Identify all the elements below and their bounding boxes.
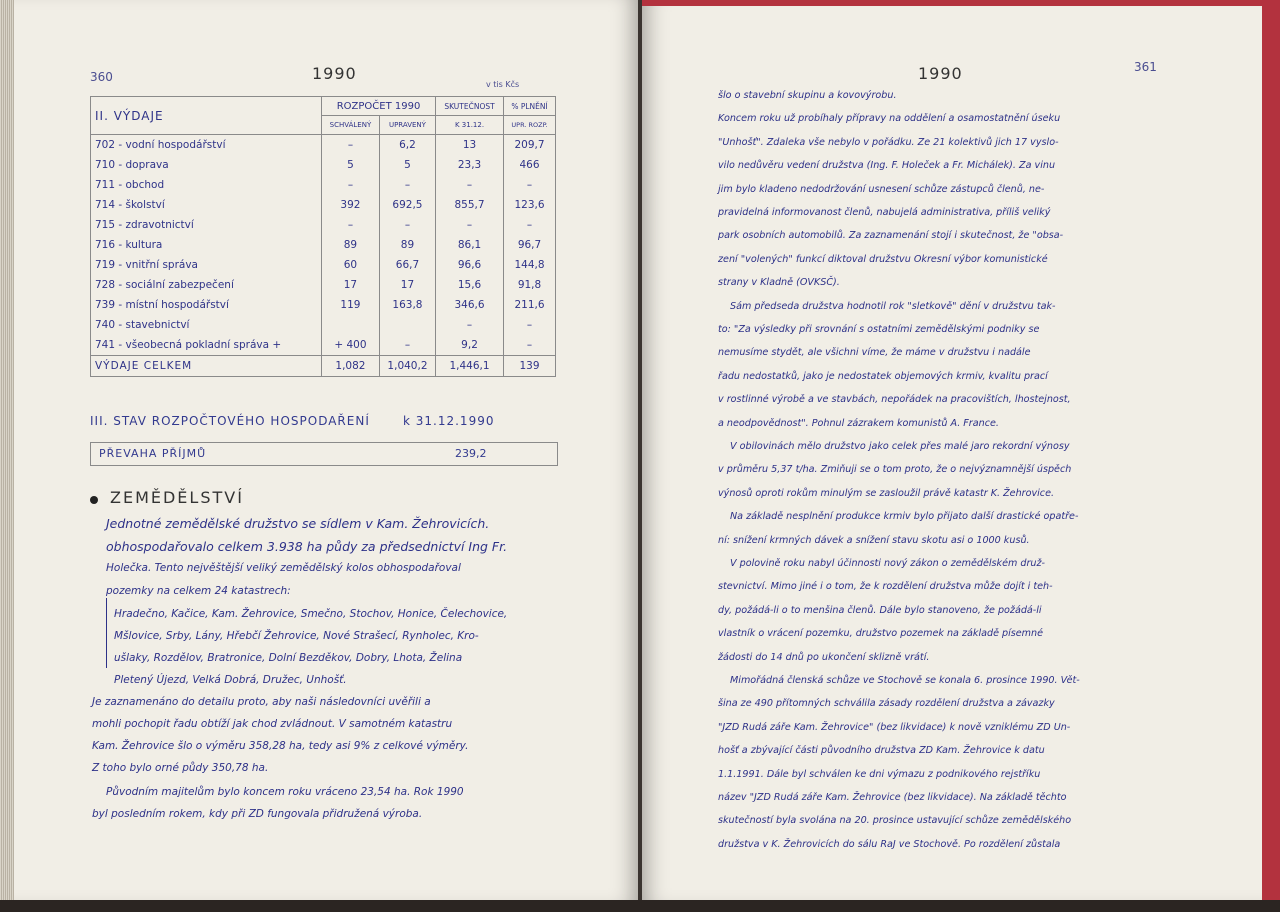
table-row (91, 275, 556, 295)
row-label: 740 - stavebnictví (91, 315, 322, 335)
cell-approved: 392 (322, 195, 380, 215)
header-adjusted: UPRAVENÝ (379, 116, 435, 135)
header-budget: ROZPOČET 1990 (322, 97, 436, 116)
cell-pct: – (504, 315, 556, 335)
text-line: V polovině roku nabyl účinnosti nový zákon o zemědělském druž- (730, 558, 1046, 569)
cell-actual: 96,6 (436, 255, 504, 275)
row-label: 719 - vnitřní správa (91, 255, 322, 275)
text-line: Kam. Žehrovice šlo o výměru 358,28 ha, tedy asi 9% z celkové výměry. (92, 740, 469, 752)
cell-adjusted: – (379, 175, 435, 195)
text-line: řadu nedostatků, jako je nedostatek objemových krmiv, kvalitu prací (718, 370, 1048, 382)
row-label: 710 - doprava (91, 155, 322, 175)
cell-approved (322, 315, 380, 335)
cell-adjusted: 6,2 (379, 135, 435, 156)
cell-approved: – (322, 135, 380, 156)
cell-approved: + 400 (322, 335, 380, 356)
cell-pct: 123,6 (504, 195, 556, 215)
cell-actual: – (436, 175, 504, 195)
cell-actual: 13 (436, 135, 504, 156)
cell-adjusted: – (379, 215, 435, 235)
text-line: v průměru 5,37 t/ha. Zmiňuji se o tom proto, že o nejvýznamnější úspěch (718, 464, 1072, 476)
cell-actual: 15,6 (436, 275, 504, 295)
text-line: stevnictví. Mimo jiné i o tom, že k rozdělení družstva může dojít i teh- (718, 581, 1053, 593)
cell-approved: 17 (322, 275, 380, 295)
table-row (91, 335, 556, 356)
section-title: II. VÝDAJE (91, 97, 322, 135)
cell-pct: 211,6 (504, 295, 556, 315)
text-line: žádosti do 14 dnů po ukončení sklizně vrátí. (718, 651, 930, 663)
cell-adjusted: 692,5 (379, 195, 435, 215)
header-actual: SKUTEČNOST (436, 97, 504, 116)
text-line: a neodpovědnost". Pohnul zázrakem komunistů A. France. (718, 417, 999, 429)
table-row (91, 175, 556, 195)
page-number: 360 (90, 70, 113, 84)
table-row (91, 135, 556, 156)
cell-pct: – (504, 215, 556, 235)
text-line: Mšlovice, Srby, Lány, Hřebčí Žehrovice, Nové Strašecí, Rynholec, Kro- (114, 630, 479, 642)
table-row (91, 295, 556, 315)
text-line: výnosů oproti rokům minulým se zasloužil právě katastr K. Žehrovice. (718, 487, 1055, 499)
text-line: to: "Za výsledky při srovnání s ostatními zemědělskými podniky se (718, 324, 1040, 335)
text-line: název "JZD Rudá záře Kam. Žehrovice (bez likvidace). Na základě těchto (718, 792, 1067, 803)
text-line: "Unhošť". Zdaleka vše nebylo v pořádku. Ze 21 kolektivů jich 17 vyslo- (718, 136, 1059, 148)
text-line: Koncem roku už probíhaly přípravy na oddělení a osamostatnění úseku (718, 113, 1061, 125)
text-line: šlo o stavební skupinu a kovovýrobu. (718, 90, 897, 101)
text-line: park osobních automobilů. Za zaznamenání stojí i skutečnost, že "obsa- (718, 230, 1064, 242)
text-line: vlastník o vrácení pozemku, družstvo pozemek na základě písemné (718, 628, 1044, 640)
cell-approved: – (322, 215, 380, 235)
text-line: Původním majitelům bylo koncem roku vráceno 23,54 ha. Rok 1990 (106, 786, 464, 798)
row-label: 702 - vodní hospodářství (91, 135, 322, 156)
right-page (642, 0, 1262, 900)
binding-top (642, 0, 1280, 6)
row-label: 716 - kultura (91, 235, 322, 255)
section3-title: III. STAV ROZPOČTOVÉHO HOSPODAŘENÍ (90, 414, 370, 428)
row-label: 739 - místní hospodářství (91, 295, 322, 315)
text-line: šina ze 490 přítomných schválila zásady rozdělení družstva a závazky (718, 698, 1055, 710)
text-line: obhospodařovalo celkem 3.938 ha půdy za předsednictví Ing Fr. (106, 539, 508, 554)
bottom-edge (0, 900, 1280, 912)
cell-approved: 119 (322, 295, 380, 315)
cell-adjusted: 66,7 (379, 255, 435, 275)
row-label: 741 - všeobecná pokladní správa + (91, 335, 322, 356)
cell-actual: 23,3 (436, 155, 504, 175)
cell-adjusted (379, 315, 435, 335)
text-line: v rostlinné výrobě a ve stavbách, nepořádek na pracovištích, lhostejnost, (718, 394, 1071, 406)
text-line: "JZD Rudá záře Kam. Žehrovice" (bez likvidace) k nově vzniklému ZD Un- (718, 721, 1071, 733)
text-line: Mimořádná členská schůze ve Stochově se konala 6. prosince 1990. Vět- (730, 675, 1080, 686)
cell-approved: 60 (322, 255, 380, 275)
cell-approved: 5 (322, 155, 380, 175)
table-row (91, 215, 556, 235)
cell-pct: – (504, 335, 556, 356)
cell-adjusted: 5 (379, 155, 435, 175)
cell-actual: – (436, 315, 504, 335)
text-line: mohli pochopit řadu obtíží jak chod zvládnout. V samotném katastru (92, 718, 453, 730)
list-bracket (106, 598, 107, 668)
text-line: družstva v K. Žehrovicích do sálu RaJ ve Stochově. Po rozdělení zůstala (718, 838, 1061, 850)
text-line: pravidelná informovanost členů, nabujelá administrativa, příliš veliký (718, 207, 1051, 218)
total-adjusted: 1,040,2 (379, 356, 435, 377)
surplus-box (90, 442, 558, 466)
book-binding (1262, 0, 1280, 912)
table-row (91, 155, 556, 175)
header-pct: % PLNĚNÍ (504, 97, 556, 116)
table-row (91, 235, 556, 255)
row-label: 714 - školství (91, 195, 322, 215)
page-year: 1990 (918, 64, 963, 83)
currency-note: v tis Kčs (486, 80, 520, 89)
table-row (91, 255, 556, 275)
text-line: ní: snížení krmných dávek a snížení stavu skotu asi o 1000 kusů. (718, 534, 1030, 546)
table-row (91, 195, 556, 215)
cell-pct: 144,8 (504, 255, 556, 275)
cell-pct: 96,7 (504, 235, 556, 255)
cell-approved: – (322, 175, 380, 195)
surplus-value: 239,2 (455, 447, 487, 460)
page-number: 361 (1134, 60, 1157, 74)
total-pct: 139 (504, 356, 556, 377)
text-line: nemusíme stydět, ale všichni víme, že máme v družstvu i nadále (718, 347, 1031, 359)
left-page (14, 0, 638, 900)
text-line: Pletený Újezd, Velká Dobrá, Družec, Unhošť. (114, 674, 347, 686)
text-line: ušlaky, Rozdělov, Bratronice, Dolní Bezděkov, Dobry, Lhota, Želina (114, 652, 463, 664)
text-line: Je zaznamenáno do detailu proto, aby naši následovníci uvěřili a (92, 696, 431, 708)
cell-actual: 9,2 (436, 335, 504, 356)
row-label: 711 - obchod (91, 175, 322, 195)
cell-pct: – (504, 175, 556, 195)
text-line: jim bylo kladeno nedodržování usnesení schůze zástupců členů, ne- (718, 183, 1045, 195)
page-year: 1990 (312, 64, 357, 83)
text-line: Sám předseda družstva hodnotil rok "sletkově" dění v družstvu tak- (730, 300, 1056, 312)
text-line: strany v Kladně (OVKSČ). (718, 277, 840, 289)
total-actual: 1,446,1 (436, 356, 504, 377)
cell-actual: 346,6 (436, 295, 504, 315)
cell-adjusted: 17 (379, 275, 435, 295)
bullet-icon (90, 496, 98, 504)
text-line: hošť a zbývající části původního družstva ZD Kam. Žehrovice k datu (718, 745, 1045, 757)
expenditure-table (90, 96, 556, 377)
cell-actual: – (436, 215, 504, 235)
text-line: skutečností byla svolána na 20. prosince ustavující schůze zemědělského (718, 815, 1072, 827)
table-row (91, 315, 556, 335)
page-edge-left (0, 0, 14, 912)
agriculture-title: ZEMĚDĚLSTVÍ (110, 488, 244, 507)
cell-adjusted: 89 (379, 235, 435, 255)
text-line: Hradečno, Kačice, Kam. Žehrovice, Smečno, Stochov, Honice, Čelechovice, (114, 608, 508, 620)
text-line: Jednotné zemědělské družstvo se sídlem v Kam. Žehrovicích. (106, 516, 490, 531)
text-line: zení "volených" funkcí diktoval družstvu Okresní výbor komunistické (718, 253, 1048, 265)
cell-pct: 466 (504, 155, 556, 175)
header-approved: SCHVÁLENÝ (322, 116, 380, 135)
text-line: vilo nedůvěru vedení družstva (Ing. F. Holeček a Fr. Michálek). Za vinu (718, 160, 1056, 172)
cell-adjusted: 163,8 (379, 295, 435, 315)
text-line: Na základě nesplnění produkce krmiv bylo přijato další drastické opatře- (730, 511, 1079, 523)
text-line: 1.1.1991. Dále byl schválen ke dni výmazu z podnikového rejstříku (718, 768, 1041, 780)
text-line: V obilovinách mělo družstvo jako celek přes malé jaro rekordní výnosy (730, 441, 1070, 452)
text-line: byl posledním rokem, kdy při ZD fungovala přidružená výroba. (92, 808, 423, 820)
header-ratio: UPR. ROZP. (504, 116, 556, 135)
text-line: pozemky na celkem 24 katastrech: (106, 585, 291, 597)
cell-approved: 89 (322, 235, 380, 255)
row-label: 715 - zdravotnictví (91, 215, 322, 235)
row-label: 728 - sociální zabezpečení (91, 275, 322, 295)
surplus-label: PŘEVAHA PŘÍJMŮ (99, 447, 207, 460)
cell-pct: 209,7 (504, 135, 556, 156)
text-line: Z toho bylo orné půdy 350,78 ha. (92, 762, 269, 774)
cell-adjusted: – (379, 335, 435, 356)
section3-date: k 31.12.1990 (403, 414, 495, 428)
cell-actual: 86,1 (436, 235, 504, 255)
cell-pct: 91,8 (504, 275, 556, 295)
cell-actual: 855,7 (436, 195, 504, 215)
text-line: dy, požádá-li o to menšina členů. Dále bylo stanoveno, že požádá-li (718, 604, 1042, 616)
text-line: Holečka. Tento nejvěštější veliký zemědělský kolos obhospodařoval (106, 562, 461, 574)
total-approved: 1,082 (322, 356, 380, 377)
total-label: VÝDAJE CELKEM (91, 356, 322, 377)
header-date: K 31.12. (436, 116, 504, 135)
